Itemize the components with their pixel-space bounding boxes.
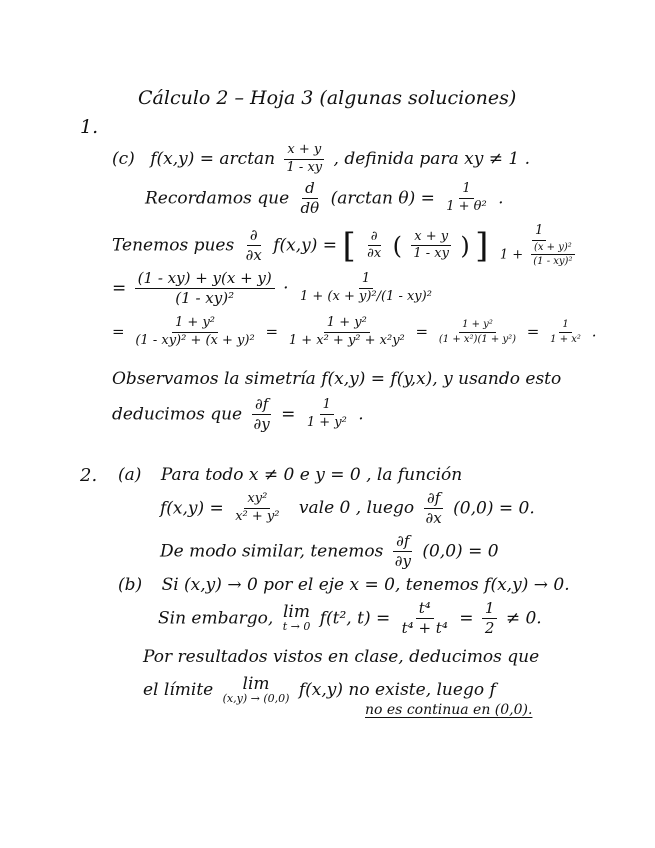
deduce-den: ∂y: [253, 415, 270, 434]
ex1-c-label: (c): [112, 148, 135, 169]
inner-partial-den: ∂x: [367, 246, 382, 262]
ex2-df-partial: [423, 490, 445, 528]
step2-eq2: =: [265, 322, 279, 341]
step2-d-fraction: [547, 319, 584, 345]
step1-num: (1 - xy) + y(x + y): [135, 270, 275, 289]
lim-den: t⁴ + t⁴: [401, 619, 448, 638]
ex2-a-function-line: [160, 490, 535, 528]
ex2-df-num: ∂f: [424, 490, 443, 509]
inner-fraction-num: x + y: [411, 230, 451, 247]
lim-sub: t → 0: [282, 620, 311, 634]
half-num: 1: [482, 600, 498, 619]
ex1-c-step1-line: [112, 270, 438, 308]
ex2-b-conclusion: no es continua en (0,0).: [365, 702, 533, 718]
step1-dot: ·: [283, 278, 289, 299]
step2-b-num: 1 + y²: [324, 316, 370, 333]
ex2-b-line4: [143, 676, 496, 705]
step2-c-den: (1 + x²)(1 + y²): [438, 333, 517, 345]
step1-b-fraction: [297, 272, 435, 305]
lim-num: t⁴: [416, 600, 434, 619]
step2-a-num: 1 + y²: [172, 316, 218, 333]
lim-fraction: [399, 600, 451, 638]
recall-result: [443, 182, 489, 215]
deduce-result-num: 1: [320, 398, 334, 415]
recall-d-num: d: [302, 180, 318, 199]
ex1-c-step2-line: [112, 316, 596, 349]
ex2-f-lhs: f(x,y) =: [160, 498, 224, 519]
ex2-df-den: ∂x: [425, 509, 442, 528]
open-paren: (: [392, 231, 402, 260]
def-fraction-num: x + y: [284, 143, 324, 160]
ex2-b-line3: Por resultados vistos en clase, deducimos que: [143, 647, 540, 667]
lim-eq: =: [459, 608, 474, 629]
tenemos-text: Tenemos pues: [112, 235, 235, 256]
ex2-f-end: (0,0) = 0.: [453, 498, 535, 519]
tenemos-mid: f(x,y) =: [273, 235, 338, 256]
recall-text: Recordamos que: [145, 188, 290, 209]
exercise-1-number: 1.: [80, 116, 99, 138]
close-paren: ): [460, 231, 470, 260]
ex2-f-num: xy²: [244, 492, 270, 509]
ex2-b-label: (b): [118, 575, 143, 595]
step2-d-den: 1 + x²: [550, 333, 581, 345]
ex2-a-text1: Para todo x ≠ 0 e y = 0 , la función: [160, 465, 463, 485]
def-fraction: [284, 143, 326, 176]
similar-end: (0,0) = 0: [422, 541, 499, 562]
page-title: Cálculo 2 – Hoja 3 (algunas soluciones): [138, 87, 517, 109]
deduce-num: ∂f: [252, 396, 271, 415]
step2-eq4: =: [526, 322, 540, 341]
recall-end: .: [498, 188, 504, 209]
step2-d-num: 1: [559, 319, 571, 333]
recall-derivative: [298, 180, 323, 218]
def-tail: , definida para xy ≠ 1 .: [333, 148, 530, 169]
deduce-text: deducimos que: [112, 404, 243, 425]
recall-result-den: 1 + θ²: [446, 199, 487, 215]
recall-mid: (arctan θ) =: [330, 188, 435, 209]
inner-partial-num: ∂: [368, 230, 381, 247]
lim-operator: [283, 604, 311, 633]
ex2-f-mid: vale 0 , luego: [298, 498, 415, 519]
sin-text: Sin embargo,: [158, 608, 274, 629]
outer-fraction-den: [497, 241, 582, 268]
line4-b: f(x,y) no existe, luego f: [298, 680, 496, 701]
partial-x-num: ∂: [247, 227, 261, 246]
similar-partial: [392, 533, 414, 571]
outer-den-fraction: [530, 242, 575, 268]
lim-expr: f(t², t) =: [319, 608, 391, 629]
similar-den: ∂y: [394, 552, 411, 571]
def-lhs: f(x,y) = arctan: [150, 148, 276, 169]
ex1-c-recall-line: [145, 180, 504, 218]
step2-c-num: 1 + y²: [459, 319, 496, 333]
recall-d-den: dθ: [300, 199, 320, 218]
step2-eq3: =: [415, 322, 429, 341]
similar-text: De modo similar, tenemos: [160, 541, 384, 562]
outer-fraction-num: 1: [532, 224, 546, 241]
ex1-c-observe-line: Observamos la simetría f(x,y) = f(y,x), y usando esto: [112, 369, 562, 389]
step2-a-den: (1 - xy)² + (x + y)²: [135, 332, 255, 348]
half-den: 2: [484, 619, 495, 638]
ex2-a-similar-line: [160, 533, 499, 571]
lim-end: ≠ 0.: [505, 608, 542, 629]
deduce-result: [304, 398, 350, 431]
partial-x: [243, 227, 265, 265]
inner-partial: [364, 230, 384, 263]
outer-fraction: [497, 224, 582, 268]
recall-result-num: 1: [459, 182, 473, 199]
step2-eq: =: [112, 322, 125, 341]
step2-a-fraction: [132, 316, 257, 349]
inner-fraction-den: 1 - xy: [413, 246, 449, 262]
outer-den-frac-den: (1 - xy)²: [533, 256, 573, 268]
outer-den-frac-num: (x + y)²: [531, 242, 575, 256]
step1-den: (1 - xy)²: [175, 289, 235, 308]
deduce-result-den: 1 + y²: [306, 415, 347, 431]
step2-end: .: [591, 322, 597, 341]
ex2-a-label: (a): [118, 465, 142, 485]
ex2-f-den: x² + y²: [235, 509, 280, 525]
deduce-partial: [251, 396, 273, 434]
similar-num: ∂f: [393, 533, 412, 552]
ex1-c-definition-line: [112, 143, 530, 176]
inner-fraction: [410, 230, 452, 263]
step2-b-den: 1 + x² + y² + x²y²: [288, 332, 405, 348]
step1-b-den: 1 + (x + y)²/(1 - xy)²: [299, 289, 432, 305]
lim-word: lim: [283, 602, 310, 623]
line4-lim-operator: [223, 676, 290, 705]
ex2-b-limit-line: [158, 600, 542, 638]
line4-lim-sub: (x,y) → (0,0): [222, 692, 290, 705]
step2-c-fraction: [436, 319, 519, 345]
ex1-c-deduce-line: [112, 396, 364, 434]
step1-fraction: [135, 270, 275, 308]
ex2-b-line1: [118, 576, 570, 595]
right-bracket: ]: [475, 225, 489, 266]
partial-x-den: ∂x: [245, 246, 262, 265]
step1-eq: =: [112, 278, 127, 299]
left-bracket: [: [342, 225, 356, 266]
outer-den-prefix: 1 +: [499, 247, 524, 263]
ex2-b-text1: Si (x,y) → 0 por el eje x = 0, tenemos f(x,y) → 0.: [161, 575, 570, 595]
line4-lim-word: lim: [242, 674, 270, 694]
ex2-a-line1: [118, 466, 462, 485]
deduce-eq: =: [281, 404, 296, 425]
ex1-c-tenemos-line: [112, 224, 584, 268]
step2-b-fraction: [286, 316, 408, 349]
line4-a: el límite: [143, 680, 214, 701]
ex2-f-fraction: [232, 492, 282, 525]
half-fraction: [482, 600, 498, 638]
exercise-2-number: 2.: [80, 465, 98, 486]
deduce-end: .: [358, 404, 364, 425]
def-fraction-den: 1 - xy: [286, 159, 323, 175]
step1-b-num: 1: [359, 272, 373, 289]
